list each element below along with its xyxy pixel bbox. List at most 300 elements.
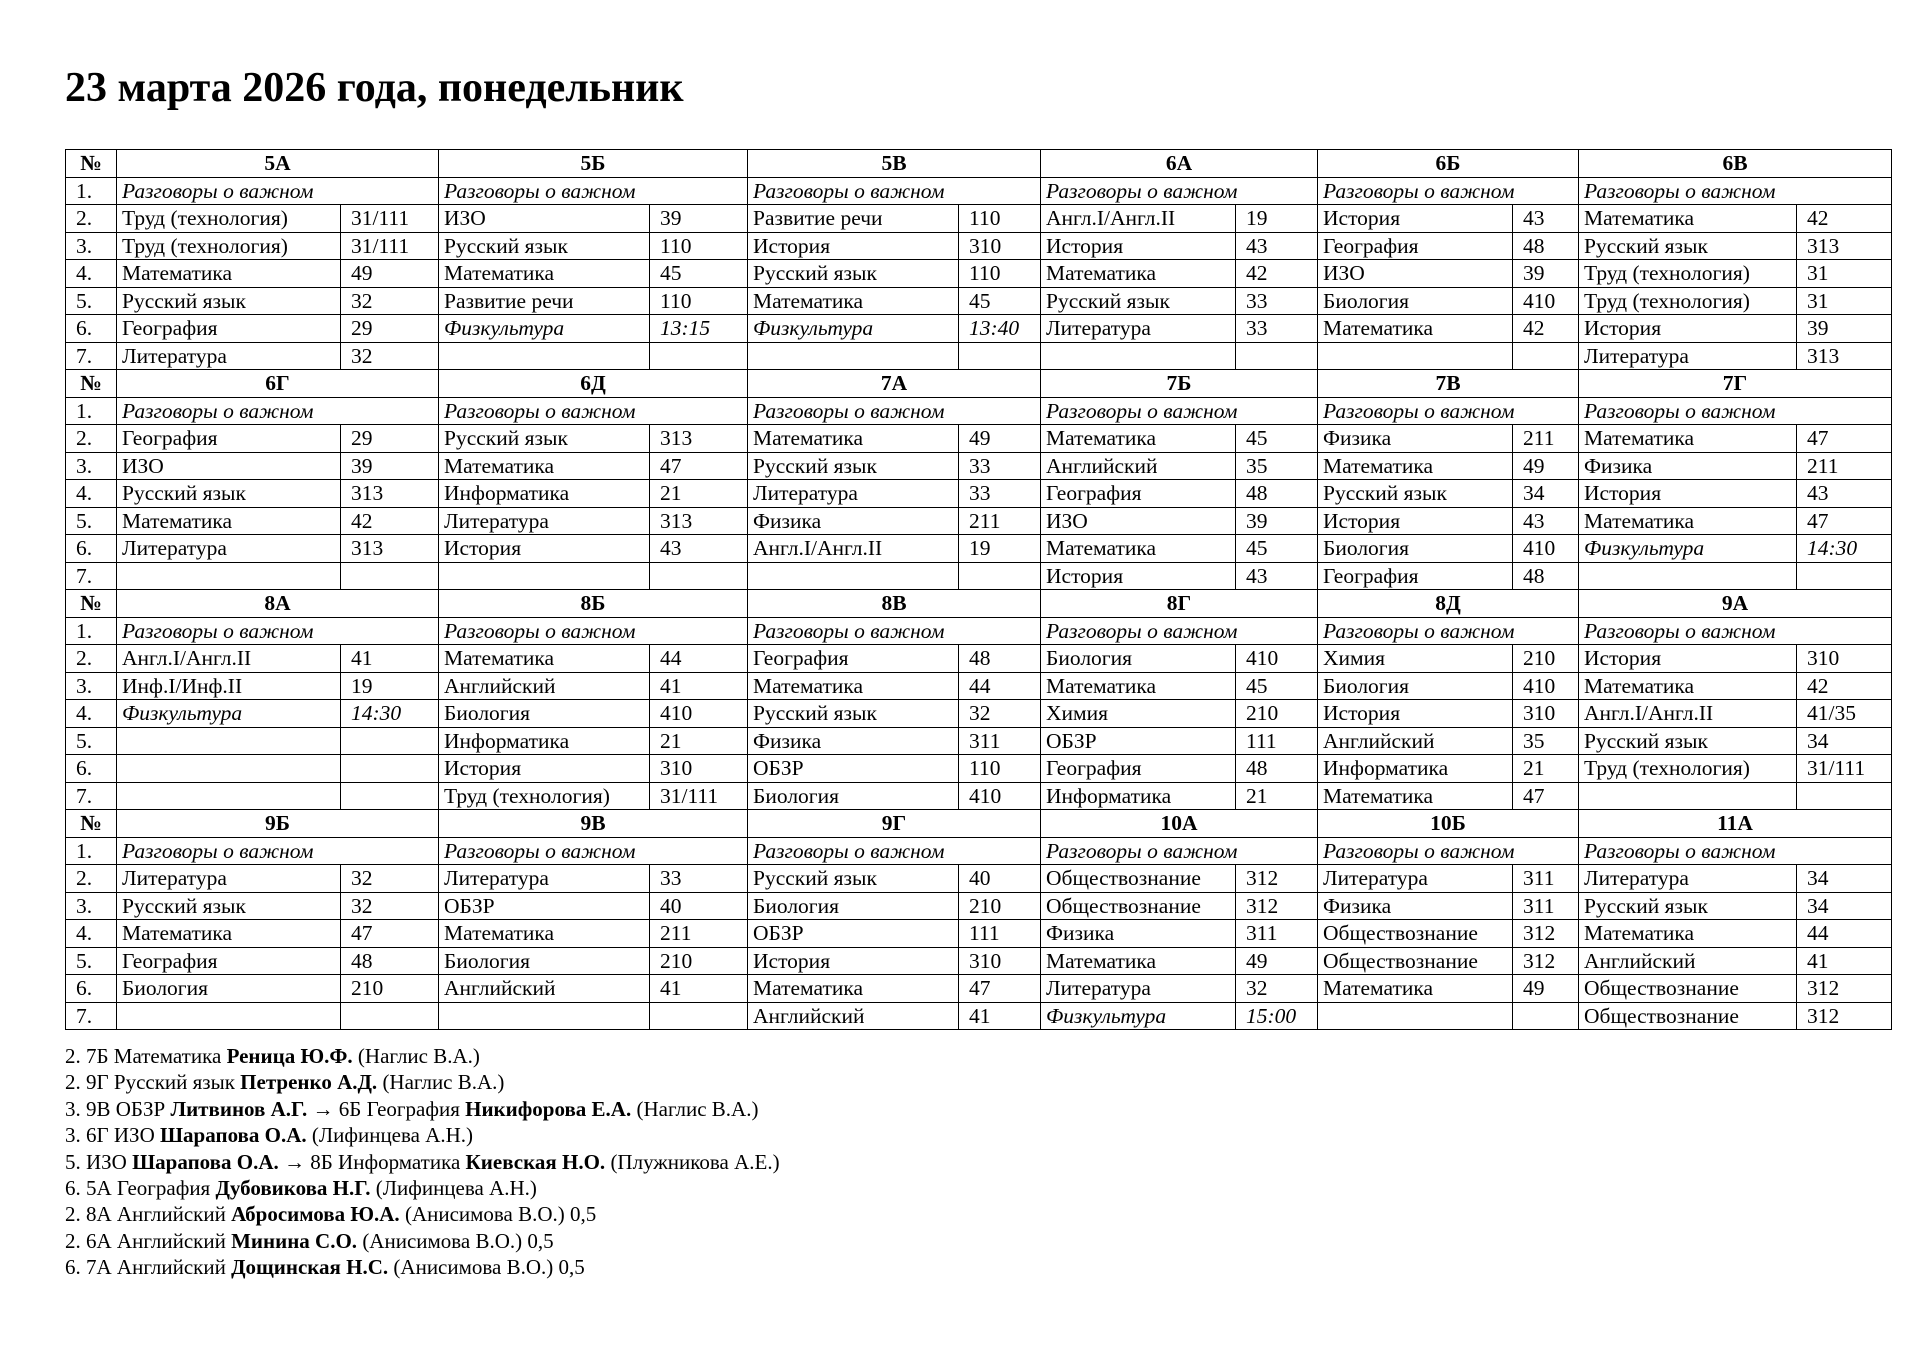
lesson-room: 45 [1236,535,1318,563]
lesson-subject: Разговоры о важном [1041,177,1318,205]
lesson-subject: История [748,947,959,975]
class-name: 8Б [439,590,748,618]
lesson-subject: Развитие речи [748,205,959,233]
lesson-subject: Английский [1318,727,1513,755]
lesson-subject: История [1579,315,1797,343]
lesson-subject [439,342,650,370]
lesson-room: 211 [650,920,748,948]
lesson-room: 29 [341,425,439,453]
lesson-subject: Физика [1318,425,1513,453]
lesson-subject: Разговоры о важном [117,177,439,205]
class-name: 6Г [117,370,439,398]
note-text: 6. 5А География [65,1176,216,1201]
lesson-room: 13:15 [650,315,748,343]
lesson-subject: ОБЗР [1041,727,1236,755]
lesson-subject: Разговоры о важном [1041,837,1318,865]
lesson-room: 34 [1797,865,1892,893]
class-name: 9В [439,810,748,838]
lesson-room: 34 [1797,892,1892,920]
lesson-room: 41 [959,1002,1041,1030]
lesson-subject: Физкультура [748,315,959,343]
class-header-row [66,370,1892,398]
lesson-subject: Литература [439,507,650,535]
lesson-subject: ОБЗР [748,920,959,948]
lesson-room: 211 [959,507,1041,535]
lesson-subject: Русский язык [117,287,341,315]
lesson-row [66,920,1892,948]
lesson-room [341,562,439,590]
lesson-subject: Математика [439,260,650,288]
lesson-row [66,535,1892,563]
lesson-subject [439,562,650,590]
lesson-subject [117,727,341,755]
lesson-room: 47 [1513,782,1579,810]
lesson-room: 310 [1513,700,1579,728]
lesson-subject: Литература [439,865,650,893]
lesson-row [66,397,1892,425]
lesson-row [66,975,1892,1003]
lesson-number: 6. [66,755,117,783]
lesson-subject: Математика [748,672,959,700]
lesson-subject: История [1318,205,1513,233]
lesson-subject: Биология [1318,672,1513,700]
lesson-subject: География [1318,232,1513,260]
lesson-subject: Математика [439,645,650,673]
lesson-subject: Литература [117,342,341,370]
lesson-subject: Математика [1318,975,1513,1003]
lesson-number: 5. [66,727,117,755]
lesson-subject: Англ.I/Англ.II [1041,205,1236,233]
lesson-row [66,562,1892,590]
lesson-subject: Русский язык [439,425,650,453]
lesson-subject: История [1318,507,1513,535]
lesson-room: 310 [650,755,748,783]
lesson-row [66,727,1892,755]
lesson-subject: История [1579,480,1797,508]
lesson-subject: Труд (технология) [439,782,650,810]
lesson-room: 312 [1797,975,1892,1003]
class-name: 7В [1318,370,1579,398]
lesson-subject: Физкультура [117,700,341,728]
lesson-subject: Разговоры о важном [1579,617,1892,645]
lesson-subject: Математика [1318,782,1513,810]
lesson-subject: Разговоры о важном [439,837,748,865]
lesson-room: 15:00 [1236,1002,1318,1030]
lesson-subject: Разговоры о важном [1318,837,1579,865]
lesson-room: 32 [341,865,439,893]
lesson-room: 48 [1236,480,1318,508]
lesson-subject: Физика [1579,452,1797,480]
lesson-row [66,287,1892,315]
lesson-subject: Химия [1318,645,1513,673]
lesson-room: 210 [1236,700,1318,728]
lesson-number: 2. [66,645,117,673]
lesson-number: 4. [66,700,117,728]
lesson-subject [117,782,341,810]
lesson-subject: Биология [748,782,959,810]
lesson-subject: Русский язык [439,232,650,260]
lesson-room: 33 [1236,315,1318,343]
lesson-subject: География [117,425,341,453]
lesson-subject: Физика [748,507,959,535]
lesson-number: 1. [66,177,117,205]
lesson-row [66,837,1892,865]
lesson-room: 47 [1797,507,1892,535]
lesson-room [341,727,439,755]
lesson-subject: Математика [1579,425,1797,453]
lesson-subject: Разговоры о важном [439,177,748,205]
lesson-number: 7. [66,342,117,370]
class-name: 7Г [1579,370,1892,398]
lesson-room: 34 [1797,727,1892,755]
teacher-name: Реница Ю.Ф. [226,1044,353,1068]
lesson-subject: История [748,232,959,260]
class-name: 7А [748,370,1041,398]
lesson-subject: Русский язык [748,700,959,728]
lesson-subject: Русский язык [1579,892,1797,920]
teacher-name: Петренко А.Д. [240,1070,378,1095]
lesson-room: 311 [1513,892,1579,920]
lesson-subject: Разговоры о важном [1318,177,1579,205]
lesson-subject [117,1002,341,1030]
lesson-subject: Разговоры о важном [748,177,1041,205]
lesson-room: 19 [341,672,439,700]
lesson-subject: Обществознание [1318,947,1513,975]
lesson-subject: Биология [439,947,650,975]
lesson-subject: Химия [1041,700,1236,728]
lesson-subject: Русский язык [748,260,959,288]
note-text: 3. 6Г ИЗО [65,1123,160,1148]
lesson-room: 310 [959,232,1041,260]
lesson-room: 410 [1513,535,1579,563]
lesson-room: 312 [1236,892,1318,920]
lesson-room: 47 [1797,425,1892,453]
lesson-subject: Информатика [1041,782,1236,810]
lesson-subject: Литература [1318,865,1513,893]
lesson-subject: Русский язык [117,480,341,508]
lesson-number: 4. [66,480,117,508]
lesson-room: 49 [1236,947,1318,975]
note-text: (Анисимова В.О.) 0,5 [399,1202,597,1227]
lesson-room: 410 [1513,287,1579,315]
lesson-row [66,892,1892,920]
class-name: 8Д [1318,590,1579,618]
lesson-subject [748,342,959,370]
lesson-room: 312 [1513,947,1579,975]
note-text: 2. 8А Английский [65,1202,232,1227]
substitution-note [65,1228,780,1254]
lesson-subject [1318,1002,1513,1030]
lesson-subject: Труд (технология) [1579,260,1797,288]
lesson-subject: Разговоры о важном [1041,397,1318,425]
lesson-room: 313 [341,535,439,563]
lesson-subject: Математика [117,920,341,948]
lesson-room: 48 [341,947,439,975]
note-text: (Наглис В.А.) [377,1070,505,1095]
lesson-subject: Английский [748,1002,959,1030]
lesson-subject: Англ.I/Англ.II [117,645,341,673]
lesson-row [66,507,1892,535]
lesson-room: 311 [959,727,1041,755]
lesson-room: 35 [1513,727,1579,755]
lesson-room: 45 [959,287,1041,315]
lesson-room: 44 [650,645,748,673]
lesson-subject [1579,782,1797,810]
lesson-room: 41 [1797,947,1892,975]
lesson-room [650,1002,748,1030]
lesson-subject: Биология [1041,645,1236,673]
lesson-room: 313 [341,480,439,508]
class-name: 9А [1579,590,1892,618]
lesson-number: 7. [66,782,117,810]
note-text: 2. 6А Английский [65,1228,232,1253]
lesson-number: 2. [66,865,117,893]
lesson-subject: Литература [1579,342,1797,370]
lesson-number: 5. [66,287,117,315]
note-text: → 8Б Информатика [278,1149,466,1174]
class-header-row [66,150,1892,178]
lesson-room: 49 [1513,452,1579,480]
lesson-room: 32 [341,892,439,920]
lesson-number: 6. [66,535,117,563]
lesson-room: 31/111 [1797,755,1892,783]
lesson-room: 410 [1513,672,1579,700]
lesson-room [341,1002,439,1030]
lesson-subject [439,1002,650,1030]
class-name: 10Б [1318,810,1579,838]
class-name: 5Б [439,150,748,178]
lesson-subject: Информатика [1318,755,1513,783]
lesson-subject: Математика [748,287,959,315]
lesson-room: 311 [1513,865,1579,893]
substitution-notes [65,1043,780,1281]
lesson-room: 39 [1513,260,1579,288]
lesson-subject: История [1041,562,1236,590]
lesson-room: 19 [1236,205,1318,233]
lesson-room: 39 [1236,507,1318,535]
lesson-row [66,342,1892,370]
class-name: 5А [117,150,439,178]
lesson-number-header: № [66,810,117,838]
lesson-subject: Русский язык [1579,727,1797,755]
lesson-room: 48 [1513,562,1579,590]
lesson-room: 14:30 [341,700,439,728]
lesson-subject [117,562,341,590]
lesson-subject: Физика [1318,892,1513,920]
lesson-subject: ИЗО [439,205,650,233]
lesson-subject: Информатика [439,480,650,508]
lesson-room: 41 [650,672,748,700]
lesson-room: 48 [1513,232,1579,260]
lesson-subject: Английский [1041,452,1236,480]
note-text: (Плужникова А.Е.) [605,1149,780,1174]
lesson-subject: Разговоры о важном [748,397,1041,425]
note-text: (Лифинцева А.Н.) [306,1123,474,1148]
lesson-subject: Физкультура [1041,1002,1236,1030]
lesson-number: 2. [66,425,117,453]
lesson-room: 32 [959,700,1041,728]
lesson-room: 13:40 [959,315,1041,343]
lesson-subject: Математика [1041,672,1236,700]
class-name: 6А [1041,150,1318,178]
lesson-subject: Разговоры о важном [1318,617,1579,645]
lesson-subject: Информатика [439,727,650,755]
class-name: 6Б [1318,150,1579,178]
lesson-room: 43 [1513,205,1579,233]
lesson-number: 1. [66,837,117,865]
lesson-subject: Математика [1579,205,1797,233]
lesson-row [66,947,1892,975]
lesson-room: 21 [1513,755,1579,783]
substitution-note [65,1254,780,1280]
note-text: (Наглис В.А.) [631,1096,759,1121]
lesson-subject: Разговоры о важном [117,397,439,425]
lesson-subject: ОБЗР [748,755,959,783]
lesson-number: 5. [66,507,117,535]
lesson-room [650,342,748,370]
lesson-room: 110 [959,755,1041,783]
lesson-number: 3. [66,232,117,260]
lesson-room: 32 [341,342,439,370]
note-text: 3. 9В ОБЗР [65,1096,171,1121]
lesson-room: 42 [1797,672,1892,700]
lesson-number: 2. [66,205,117,233]
lesson-room [959,562,1041,590]
lesson-room: 311 [1236,920,1318,948]
lesson-room: 21 [1236,782,1318,810]
lesson-subject: Физика [748,727,959,755]
lesson-subject: Математика [439,452,650,480]
lesson-subject: Математика [1041,260,1236,288]
lesson-room: 42 [1236,260,1318,288]
lesson-room: 410 [1236,645,1318,673]
lesson-room: 211 [1797,452,1892,480]
lesson-subject: Русский язык [117,892,341,920]
lesson-row [66,205,1892,233]
lesson-room: 43 [1236,232,1318,260]
lesson-room: 34 [1513,480,1579,508]
lesson-subject: Физкультура [1579,535,1797,563]
lesson-number-header: № [66,590,117,618]
lesson-row [66,260,1892,288]
lesson-number: 7. [66,1002,117,1030]
lesson-room: 210 [341,975,439,1003]
lesson-room: 39 [1797,315,1892,343]
lesson-subject: Разговоры о важном [748,837,1041,865]
lesson-subject: География [117,315,341,343]
lesson-room: 35 [1236,452,1318,480]
class-name: 9Г [748,810,1041,838]
class-name: 8Г [1041,590,1318,618]
lesson-number: 3. [66,672,117,700]
lesson-room: 111 [959,920,1041,948]
lesson-number: 1. [66,617,117,645]
lesson-room: 45 [1236,672,1318,700]
lesson-room [959,342,1041,370]
lesson-subject: ИЗО [1318,260,1513,288]
lesson-room: 41 [650,975,748,1003]
lesson-number: 6. [66,315,117,343]
lesson-subject: Разговоры о важном [1579,837,1892,865]
lesson-room: 410 [650,700,748,728]
lesson-room [1236,342,1318,370]
lesson-room: 39 [341,452,439,480]
lesson-room: 312 [1513,920,1579,948]
substitution-note [65,1069,780,1095]
lesson-number: 3. [66,452,117,480]
note-text: 6. 7А Английский [65,1255,232,1280]
lesson-number-header: № [66,150,117,178]
teacher-name: Шарапова О.А. [160,1123,307,1148]
lesson-room: 40 [959,865,1041,893]
lesson-subject: Биология [439,700,650,728]
lesson-subject: География [1041,755,1236,783]
lesson-row [66,452,1892,480]
note-text: (Анисимова В.О.) 0,5 [388,1255,585,1280]
lesson-subject: Английский [439,975,650,1003]
substitution-note [65,1043,780,1069]
lesson-room: 45 [650,260,748,288]
teacher-name: Абросимова Ю.А. [231,1202,400,1227]
lesson-subject: Обществознание [1318,920,1513,948]
lesson-subject: Биология [117,975,341,1003]
lesson-subject: Англ.I/Англ.II [1579,700,1797,728]
lesson-room: 210 [650,947,748,975]
lesson-subject: Математика [748,975,959,1003]
page-title: 23 марта 2026 года, понедельник [65,65,684,111]
lesson-subject: Биология [1318,535,1513,563]
lesson-room: 313 [650,425,748,453]
lesson-room: 42 [1513,315,1579,343]
lesson-room [650,562,748,590]
lesson-subject: Англ.I/Англ.II [748,535,959,563]
lesson-room: 49 [341,260,439,288]
lesson-room: 110 [650,287,748,315]
substitution-note [65,1122,780,1148]
lesson-room: 42 [1797,205,1892,233]
lesson-subject: История [1318,700,1513,728]
lesson-room [341,782,439,810]
lesson-subject [117,755,341,783]
lesson-subject: Разговоры о важном [1579,397,1892,425]
lesson-room: 31/111 [341,232,439,260]
lesson-subject [1041,342,1236,370]
lesson-subject [1579,562,1797,590]
note-text: 2. 7Б Математика [65,1044,227,1068]
lesson-room: 47 [341,920,439,948]
note-text: → 6Б География [307,1096,466,1121]
lesson-room: 110 [650,232,748,260]
lesson-room: 29 [341,315,439,343]
class-name: 7Б [1041,370,1318,398]
lesson-number-header: № [66,370,117,398]
lesson-room: 312 [1236,865,1318,893]
lesson-subject: История [1041,232,1236,260]
lesson-room: 210 [1513,645,1579,673]
lesson-subject: Труд (технология) [117,232,341,260]
lesson-room: 310 [1797,645,1892,673]
class-header-row [66,810,1892,838]
class-name: 8В [748,590,1041,618]
lesson-subject: Математика [439,920,650,948]
class-name: 10А [1041,810,1318,838]
lesson-subject: Литература [117,865,341,893]
class-name: 6Д [439,370,748,398]
teacher-name: Литвинов А.Г. [170,1096,308,1121]
lesson-room: 47 [959,975,1041,1003]
lesson-row [66,782,1892,810]
lesson-subject: География [748,645,959,673]
